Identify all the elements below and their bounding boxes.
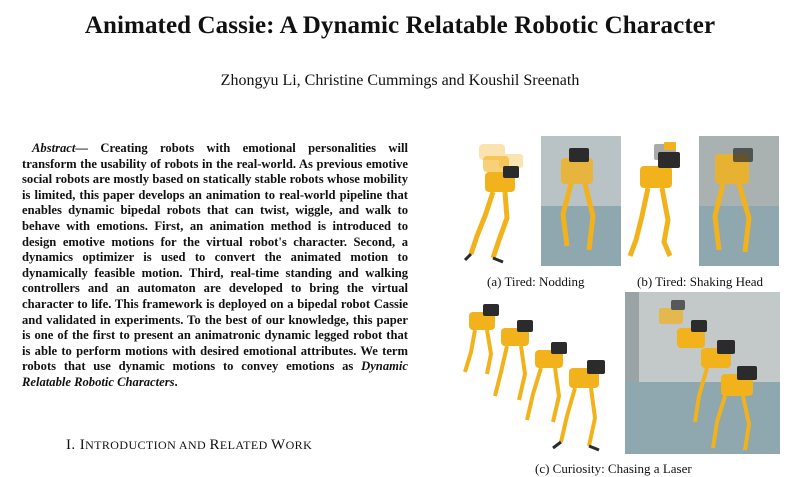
caption-b: (b) Tired: Shaking Head bbox=[637, 274, 764, 289]
caption-a: (a) Tired: Nodding bbox=[487, 274, 585, 289]
paper-title: Animated Cassie: A Dynamic Relatable Robotic Character bbox=[84, 12, 716, 39]
abstract-end: . bbox=[174, 374, 178, 389]
figure-b-photo bbox=[699, 136, 779, 266]
figure-c-photo bbox=[625, 292, 780, 454]
author-list: Zhongyu Li, Christine Cummings and Koushil Sreenath bbox=[220, 72, 580, 89]
robot-animation-illustration bbox=[463, 136, 539, 266]
abstract-dash: — bbox=[75, 141, 101, 155]
abstract-label: Abstract bbox=[32, 141, 76, 155]
abstract-term: Dynamic Relatable Robotic Characters bbox=[22, 359, 408, 389]
figure-a-animation-image bbox=[463, 136, 539, 266]
abstract-body: Creating robots with emotional personalities will transform the usability of robots in the real-world. As previous emotive social robots are mostly based on statically stable robots whose mobility is limited, this paper develops an animation to real-world pipeline that enables dynamic bipedal robots that can twist, wiggle, and walk to behave with emotions. First, an animation method is introduced to design emotive motions for the virtual robot's character. Second, a dynamics optimizer is used to convert the animated motion to dynamically feasible motion. Third, real-time standing and walking controllers and an automaton are developed to bring the virtual character to life. This framework is deployed on a bipedal robot Cassie and validated in experiments. To the best of our knowledge, this paper is one of the first to present an animatronic dynamic legged robot that is able to perform motions with desired emotional attributes. We term robots that use dynamic motions to convey emotions as bbox=[22, 141, 408, 374]
figure-a-photo bbox=[541, 136, 621, 266]
abstract bbox=[22, 141, 408, 391]
figure-b-animation-image bbox=[624, 136, 698, 266]
figure-c-animation-image bbox=[461, 292, 616, 454]
section-heading: I. INTRODUCTION AND RELATED WORK bbox=[66, 437, 313, 453]
caption-c: (c) Curiosity: Chasing a Laser bbox=[535, 461, 692, 476]
